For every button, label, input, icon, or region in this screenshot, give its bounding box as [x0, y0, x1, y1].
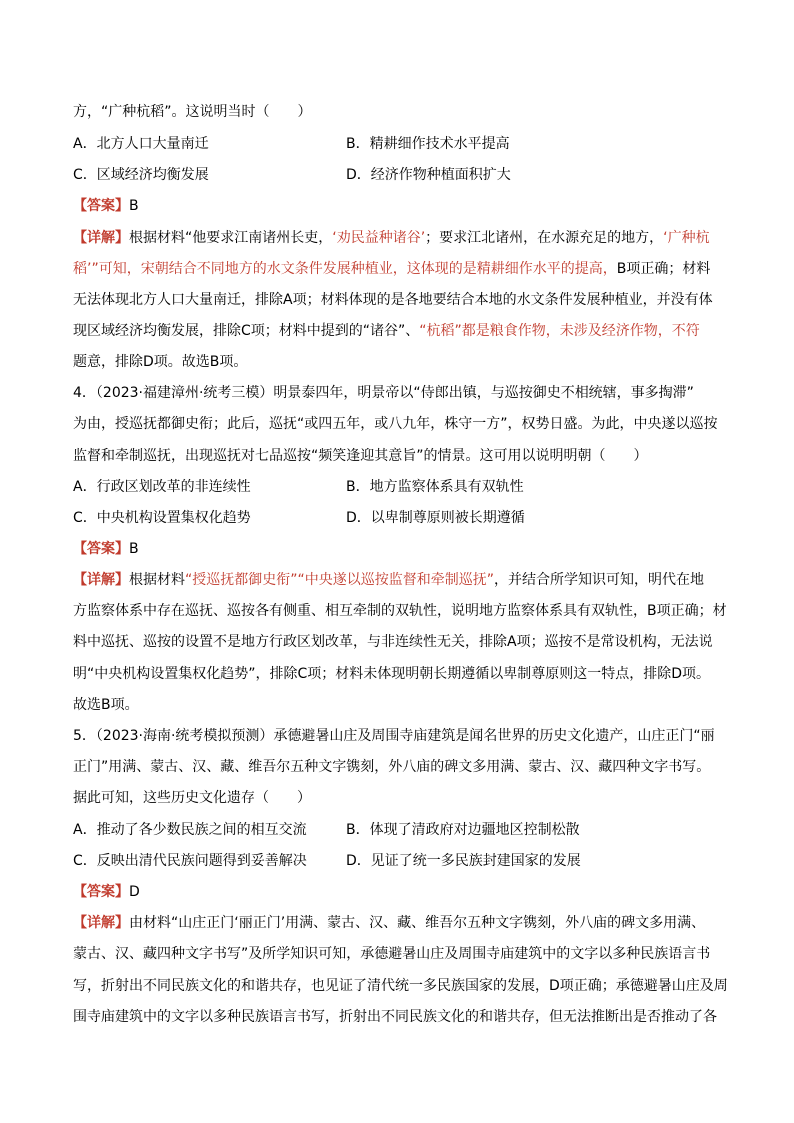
q5-option-d: D．见证了统一多民族封建国家的发展 [346, 853, 581, 869]
q5-detail-text: 由材料“山庄正门‘丽正门’用满、蒙古、汉、藏、维吾尔五种文字镌刻，外八庙的碑文多用满、 [129, 915, 706, 931]
q4-detail-line-1 [73, 570, 728, 590]
q5-answer-tag: 【答案】 [73, 884, 129, 900]
q3-detail-highlight: ‘劝民益种诸谷’ [332, 230, 426, 246]
q5-answer-value: D [129, 884, 140, 900]
q5-answer-line [73, 882, 728, 902]
q4-option-a: A．行政区划改革的非连续性 [73, 479, 251, 495]
q5-detail-line-4: 围寺庙建筑中的文字以多种民族语言书写，折射出不同民族文化的和谐共存，但无法推断出是否推动了各 [73, 1009, 717, 1025]
q3-detail-line-2 [73, 259, 728, 279]
q4-detail-text: 根据材料 [129, 572, 185, 588]
q4-option-c: C．中央机构设置集权化趋势 [73, 510, 251, 526]
q4-option-d: D．以卑制尊原则被长期遵循 [346, 510, 525, 526]
q3-detail-highlight: ”可知，宋朝结合不同地方的水文条件发展种植业，这体现的是精耕细作水平的提高， [91, 261, 617, 277]
q4-detail-line-3: 料中巡抚、巡按的设置不是地方行政区划改革，与非连续性无关，排除A项；巡按不是常设机构，无法说 [73, 634, 713, 650]
q4-detail-text: ，并结合所学知识可知，明代在地 [494, 572, 705, 588]
q4-stem-line-1: 4．（2023·福建漳州·统考三模）明景泰四年，明景帝以“侍郎出镇，与巡按御史不相统辖，事多掏滞” [73, 385, 694, 401]
q3-detail-line-1 [73, 228, 728, 248]
q3-detail-line-3: 无法体现北方人口大量南迁，排除A项；材料体现的是各地要结合本地的水文条件发展种植业，并没有体 [73, 292, 713, 308]
q4-option-b: B．地方监察体系具有双轨性 [346, 479, 524, 495]
q3-detail-line-5: 题意，排除D项。故选B项。 [73, 354, 248, 370]
q4-answer-value: B [129, 541, 139, 557]
q3-stem-tail: 方，“广种杭稻”。这说明当时（ ） [73, 104, 312, 120]
q5-stem-line-1: 5．（2023·海南·统考模拟预测）承德避暑山庄及周围寺庙建筑是闻名世界的历史文化遗产，山庄正门“丽 [73, 728, 715, 744]
q4-detail-highlight: “授巡抚都御史衔”“中央遂以巡按监督和牵制巡抚” [185, 572, 495, 588]
q3-answer-line [73, 196, 728, 216]
q4-answer-tag: 【答案】 [73, 541, 129, 557]
q3-detail-text: ；要求江北诸州，在水源充足的地方， [425, 230, 664, 246]
q3-detail-text: 现区域经济均衡发展，排除C项；材料中提到的“诸谷”、 [73, 323, 420, 339]
q3-option-c: C．区域经济均衡发展 [73, 167, 209, 183]
q4-detail-tag: 【详解】 [73, 572, 129, 588]
q4-stem-line-2: 为由，授巡抚都御史衔；此后，巡抚“或四五年，或八九年，株守一方”，权势日盛。为此，中央遂以巡按 [73, 416, 718, 432]
q3-detail-highlight: ‘广种杭 [663, 230, 710, 246]
q4-stem-line-3: 监督和牵制巡抚，出现巡抚对七品巡按“频笑逢迎其意旨”的情景。这可用以说明明朝（ ） [73, 448, 648, 464]
q4-detail-line-5: 故选B项。 [73, 697, 139, 713]
q3-detail-text: B项正确；材料 [616, 261, 711, 277]
q3-detail-highlight: 稻’ [73, 261, 92, 277]
q3-detail-line-4 [73, 321, 728, 341]
q3-detail-tag: 【详解】 [73, 230, 129, 246]
q3-detail-highlight: “杭稻”都是粮食作物，未涉及经济作物，不符 [419, 323, 700, 339]
q3-option-a: A．北方人口大量南迁 [73, 136, 209, 152]
q5-stem-line-2: 正门”用满、蒙古、汉、藏、维吾尔五种文字镌刻，外八庙的碑文多用满、蒙古、汉、藏四种文字书写。 [73, 759, 711, 775]
q4-detail-line-2: 方监察体系中存在巡抚、巡按各有侧重、相互牵制的双轨性，说明地方监察体系具有双轨性，B项正确；材 [73, 603, 727, 619]
q5-detail-line-1 [73, 913, 728, 933]
q3-option-d: D．经济作物种植面积扩大 [346, 167, 511, 183]
q5-stem-line-3: 据此可知，这些历史文化遗存（ ） [73, 790, 311, 806]
q5-detail-line-3: 写，折射出不同民族文化的和谐共存，也见证了清代统一多民族国家的发展，D项正确；承德避暑山庄及周 [73, 978, 728, 994]
q3-answer-tag: 【答案】 [73, 198, 129, 214]
q5-option-c: C．反映出清代民族问题得到妥善解决 [73, 853, 307, 869]
q3-detail-text: 根据材料“他要求江南诸州长吏， [129, 230, 333, 246]
q4-detail-line-4: 明“中央机构设置集权化趋势”，排除C项；材料未体现明朝长期遵循以卑制尊原则这一特点，排除D项。 [73, 666, 711, 682]
q3-answer-value: B [129, 198, 139, 214]
q5-option-b: B．体现了清政府对边疆地区控制松散 [346, 822, 580, 838]
q5-detail-tag: 【详解】 [73, 915, 129, 931]
q4-answer-line [73, 539, 728, 559]
q3-option-b: B．精耕细作技术水平提高 [346, 136, 510, 152]
q5-option-a: A．推动了各少数民族之间的相互交流 [73, 822, 307, 838]
q5-detail-line-2: 蒙古、汉、藏四种文字书写”及所学知识可知，承德避暑山庄及周围寺庙建筑中的文字以多种民族语言书 [73, 946, 711, 962]
